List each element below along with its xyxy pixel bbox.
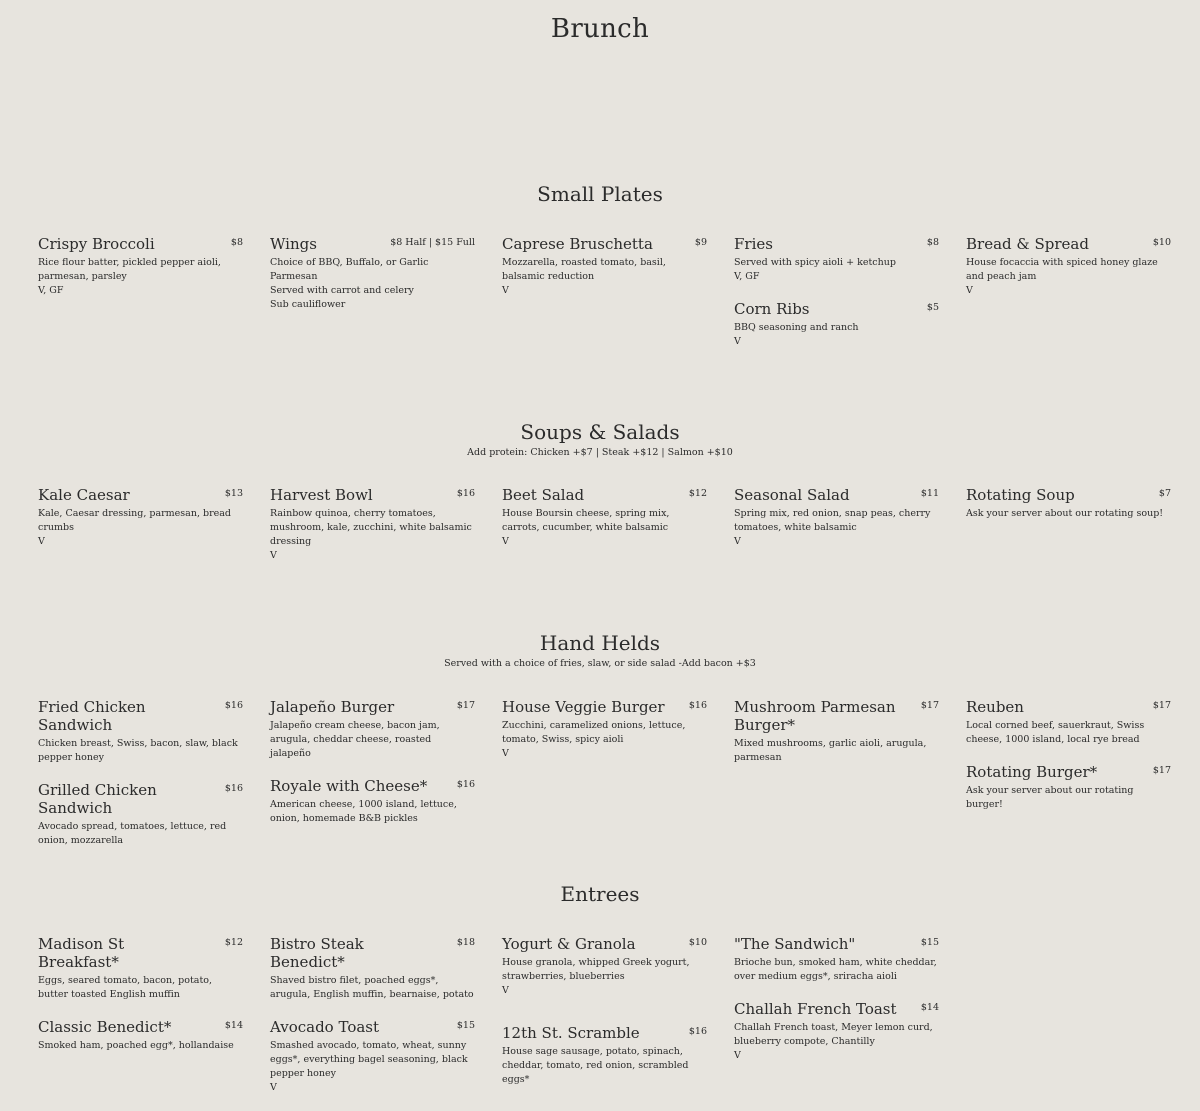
menu-item-name: Royale with Cheese* bbox=[270, 777, 428, 795]
menu-item-header bbox=[502, 698, 707, 716]
menu-item bbox=[270, 698, 475, 761]
section-title: Small Plates bbox=[537, 182, 663, 206]
menu-item-header bbox=[502, 486, 707, 504]
dietary-tag: V bbox=[734, 536, 741, 547]
menu-item bbox=[966, 235, 1171, 298]
menu-column bbox=[38, 935, 243, 1111]
menu-column bbox=[270, 698, 475, 864]
menu-item-header bbox=[270, 235, 475, 253]
menu-item-price: $16 bbox=[688, 1026, 707, 1037]
section-note: Add protein: Chicken +$7 | Steak +$12 | Salmon +$10 bbox=[467, 447, 733, 458]
menu-item-price: $15 bbox=[456, 1020, 475, 1031]
dietary-tag: V bbox=[734, 1050, 741, 1061]
menu-item bbox=[38, 235, 243, 298]
menu-columns bbox=[38, 935, 1178, 1111]
menu-item-name: House Veggie Burger bbox=[502, 698, 665, 716]
menu-item-price: $12 bbox=[688, 488, 707, 499]
menu-item bbox=[734, 486, 939, 549]
menu-item-header bbox=[270, 486, 475, 504]
menu-item-name: Caprese Bruschetta bbox=[502, 235, 653, 253]
menu-item-price: $5 bbox=[926, 302, 939, 313]
menu-item-header bbox=[502, 1024, 707, 1042]
menu-item bbox=[966, 486, 1171, 521]
menu-item-price: $11 bbox=[920, 488, 939, 499]
menu-item-description: Served with spicy aioli + ketchup bbox=[734, 257, 896, 268]
menu-item-header bbox=[38, 698, 243, 734]
menu-item-price: $16 bbox=[224, 783, 243, 794]
menu-item-name: Madison St Breakfast* bbox=[38, 935, 125, 971]
menu-column bbox=[270, 235, 475, 365]
menu-item-description: Challah French toast, Meyer lemon curd, blueberry compote, Chantilly bbox=[734, 1022, 933, 1047]
menu-column bbox=[38, 235, 243, 365]
menu-item-price: $9 bbox=[694, 237, 707, 248]
menu-item-header bbox=[270, 935, 475, 971]
section-header bbox=[0, 419, 1200, 459]
menu-item-price: $15 bbox=[920, 937, 939, 948]
menu-item bbox=[38, 781, 243, 848]
menu-item-name: Avocado Toast bbox=[270, 1018, 380, 1036]
dietary-tag: V, GF bbox=[38, 285, 64, 296]
menu-item-name: Fries bbox=[734, 235, 773, 253]
menu-item-description: Spring mix, red onion, snap peas, cherry tomatoes, white balsamic bbox=[734, 508, 931, 533]
menu-item-price: $14 bbox=[920, 1002, 939, 1013]
menu-column bbox=[734, 935, 939, 1111]
menu-item bbox=[966, 698, 1171, 747]
menu-item-price: $16 bbox=[456, 779, 475, 790]
menu-column bbox=[734, 698, 939, 864]
menu-item-description: House granola, whipped Greek yogurt, strawberries, blueberries bbox=[502, 957, 690, 982]
menu-item-header bbox=[734, 1000, 939, 1018]
menu-column bbox=[502, 935, 707, 1111]
menu-item-name: Reuben bbox=[966, 698, 1024, 716]
menu-item-header bbox=[502, 235, 707, 253]
menu-column bbox=[502, 486, 707, 579]
menu-item-header bbox=[38, 935, 243, 971]
dietary-tag: V bbox=[502, 285, 509, 296]
page-title: Brunch bbox=[550, 14, 650, 44]
menu-column bbox=[966, 486, 1171, 579]
menu-item-description: House Boursin cheese, spring mix, carrots, cucumber, white balsamic bbox=[502, 508, 670, 533]
dietary-tag: V, GF bbox=[734, 271, 760, 282]
menu-item-name: Fried Chicken Sandwich bbox=[38, 698, 146, 734]
menu-item-header bbox=[734, 698, 939, 734]
menu-column bbox=[734, 486, 939, 579]
menu-item-name: Wings bbox=[270, 235, 317, 253]
menu-item-header bbox=[734, 300, 939, 318]
menu-item-price: $17 bbox=[1152, 765, 1171, 776]
menu-item bbox=[270, 935, 475, 1002]
menu-item bbox=[270, 235, 475, 312]
menu-columns bbox=[38, 486, 1178, 579]
menu-column bbox=[502, 235, 707, 365]
section-title: Entrees bbox=[560, 882, 640, 906]
menu-item-price: $17 bbox=[456, 700, 475, 711]
menu-item-price: $17 bbox=[1152, 700, 1171, 711]
menu-item-name: Beet Salad bbox=[502, 486, 585, 504]
menu-item-description: Avocado spread, tomatoes, lettuce, red onion, mozzarella bbox=[38, 821, 227, 846]
menu-item-description: Smoked ham, poached egg*, hollandaise bbox=[38, 1040, 234, 1051]
menu-item-description: Sub cauliflower bbox=[270, 299, 346, 310]
menu-column bbox=[966, 698, 1171, 864]
menu-item-price: $10 bbox=[1152, 237, 1171, 248]
menu-item-name: 12th St. Scramble bbox=[502, 1024, 640, 1042]
menu-item-name: Crispy Broccoli bbox=[38, 235, 155, 253]
menu-item-name: Rotating Soup bbox=[966, 486, 1075, 504]
menu-item-header bbox=[734, 935, 939, 953]
menu-item bbox=[502, 235, 707, 298]
menu-item bbox=[270, 1018, 475, 1095]
menu-item-description: American cheese, 1000 island, lettuce, onion, homemade B&B pickles bbox=[270, 799, 457, 824]
menu-column bbox=[270, 486, 475, 579]
menu-item-header bbox=[38, 486, 243, 504]
menu-item-description: Local corned beef, sauerkraut, Swiss cheese, 1000 island, local rye bread bbox=[966, 720, 1145, 745]
menu-item bbox=[38, 935, 243, 1002]
menu-item-header bbox=[966, 698, 1171, 716]
menu-item-header bbox=[966, 763, 1171, 781]
menu-item-header bbox=[38, 1018, 243, 1036]
menu-item-description: Zucchini, caramelized onions, lettuce, tomato, Swiss, spicy aioli bbox=[502, 720, 686, 745]
menu-item bbox=[502, 486, 707, 549]
menu-item-name: Corn Ribs bbox=[734, 300, 810, 318]
menu-item-description: Rainbow quinoa, cherry tomatoes, mushroom, kale, zucchini, white balsamic dressing bbox=[270, 508, 472, 547]
menu-item bbox=[38, 1018, 243, 1053]
menu-item-name: Classic Benedict* bbox=[38, 1018, 172, 1036]
menu-item-name: Rotating Burger* bbox=[966, 763, 1098, 781]
menu-item-price: $18 bbox=[456, 937, 475, 948]
menu-item-price: $16 bbox=[456, 488, 475, 499]
menu-item-name: Bistro Steak Benedict* bbox=[270, 935, 364, 971]
menu-item-price: $7 bbox=[1158, 488, 1171, 499]
section-title: Hand Helds bbox=[539, 631, 661, 655]
menu-item bbox=[38, 698, 243, 765]
dietary-tag: V bbox=[502, 748, 509, 759]
menu-column bbox=[966, 935, 1171, 1111]
menu-item bbox=[502, 935, 707, 998]
menu-item-description: BBQ seasoning and ranch bbox=[734, 322, 859, 333]
menu-item-header bbox=[734, 235, 939, 253]
menu-item-name: "The Sandwich" bbox=[734, 935, 856, 953]
menu-item-price: $13 bbox=[224, 488, 243, 499]
menu-item-description: House focaccia with spiced honey glaze and peach jam bbox=[966, 257, 1158, 282]
menu-column bbox=[502, 698, 707, 864]
menu-item-description: Eggs, seared tomato, bacon, potato, butter toasted English muffin bbox=[38, 975, 213, 1000]
menu-item-description: Served with carrot and celery bbox=[270, 285, 414, 296]
menu-item-price: $16 bbox=[688, 700, 707, 711]
menu-item-description: Rice flour batter, pickled pepper aioli, parmesan, parsley bbox=[38, 257, 221, 282]
dietary-tag: V bbox=[502, 536, 509, 547]
dietary-tag: V bbox=[270, 550, 277, 561]
menu-item-header bbox=[734, 486, 939, 504]
menu-item-name: Grilled Chicken Sandwich bbox=[38, 781, 157, 817]
menu-item-description: Mozzarella, roasted tomato, basil, balsamic reduction bbox=[502, 257, 666, 282]
menu-item-description: Chicken breast, Swiss, bacon, slaw, black pepper honey bbox=[38, 738, 238, 763]
section-header bbox=[0, 181, 1200, 207]
section-header bbox=[0, 881, 1200, 907]
menu-item-name: Mushroom Parmesan Burger* bbox=[734, 698, 896, 734]
menu-item bbox=[38, 486, 243, 549]
menu-column bbox=[734, 235, 939, 365]
menu-item bbox=[734, 1000, 939, 1063]
menu-item-price: $8 Half | $15 Full bbox=[390, 237, 475, 248]
menu-item bbox=[502, 698, 707, 761]
menu-item bbox=[734, 698, 939, 765]
menu-item bbox=[734, 935, 939, 984]
menu-item-description: Brioche bun, smoked ham, white cheddar, over medium eggs*, sriracha aioli bbox=[734, 957, 937, 982]
menu-item-header bbox=[38, 235, 243, 253]
menu-item-description: Ask your server about our rotating soup! bbox=[966, 508, 1164, 519]
menu-item-description: Kale, Caesar dressing, parmesan, bread crumbs bbox=[38, 508, 231, 533]
menu-item bbox=[734, 235, 939, 284]
menu-item-description: Mixed mushrooms, garlic aioli, arugula, parmesan bbox=[734, 738, 927, 763]
menu-item bbox=[734, 300, 939, 349]
menu-item-header bbox=[502, 935, 707, 953]
menu-column bbox=[270, 935, 475, 1111]
menu-item-name: Bread & Spread bbox=[966, 235, 1089, 253]
menu-item bbox=[270, 486, 475, 563]
dietary-tag: V bbox=[966, 285, 973, 296]
menu-item-header bbox=[270, 698, 475, 716]
menu-item-price: $14 bbox=[224, 1020, 243, 1031]
menu-item-header bbox=[270, 1018, 475, 1036]
menu-item-price: $10 bbox=[688, 937, 707, 948]
menu-item-header bbox=[270, 777, 475, 795]
dietary-tag: V bbox=[270, 1082, 277, 1093]
menu-item-name: Kale Caesar bbox=[38, 486, 130, 504]
menu-columns bbox=[38, 698, 1178, 864]
menu-item-name: Challah French Toast bbox=[734, 1000, 897, 1018]
menu-item-price: $17 bbox=[920, 700, 939, 711]
menu-item-header bbox=[38, 781, 243, 817]
section-title: Soups & Salads bbox=[520, 420, 680, 444]
menu-item bbox=[966, 763, 1171, 812]
menu-item-description: Choice of BBQ, Buffalo, or Garlic Parmesan bbox=[270, 257, 429, 282]
menu-column bbox=[38, 698, 243, 864]
menu-item-header bbox=[966, 235, 1171, 253]
menu-column bbox=[966, 235, 1171, 365]
menu-item-price: $16 bbox=[224, 700, 243, 711]
menu-item-name: Harvest Bowl bbox=[270, 486, 373, 504]
menu-item-description: Ask your server about our rotating burger! bbox=[966, 785, 1134, 810]
menu-item bbox=[502, 1024, 707, 1087]
menu-item-description: House sage sausage, potato, spinach, cheddar, tomato, red onion, scrambled eggs* bbox=[502, 1046, 689, 1085]
menu-item bbox=[270, 777, 475, 826]
dietary-tag: V bbox=[502, 985, 509, 996]
menu-column bbox=[38, 486, 243, 579]
menu-item-description: Smashed avocado, tomato, wheat, sunny eggs*, everything bagel seasoning, black pepper honey bbox=[270, 1040, 468, 1079]
menu-item-price: $8 bbox=[230, 237, 243, 248]
menu-item-price: $12 bbox=[224, 937, 243, 948]
menu-item-description: Jalapeño cream cheese, bacon jam, arugula, cheddar cheese, roasted jalapeño bbox=[270, 720, 440, 759]
menu-item-name: Yogurt & Granola bbox=[502, 935, 636, 953]
section-note: Served with a choice of fries, slaw, or side salad -Add bacon +$3 bbox=[444, 658, 756, 669]
menu-item-header bbox=[966, 486, 1171, 504]
menu-item-price: $8 bbox=[926, 237, 939, 248]
menu-item-description: Shaved bistro filet, poached eggs*, arugula, English muffin, bearnaise, potato bbox=[270, 975, 474, 1000]
dietary-tag: V bbox=[734, 336, 741, 347]
section-header bbox=[0, 630, 1200, 670]
menu-item-name: Jalapeño Burger bbox=[270, 698, 395, 716]
menu-item-name: Seasonal Salad bbox=[734, 486, 850, 504]
menu-columns bbox=[38, 235, 1178, 365]
dietary-tag: V bbox=[38, 536, 45, 547]
